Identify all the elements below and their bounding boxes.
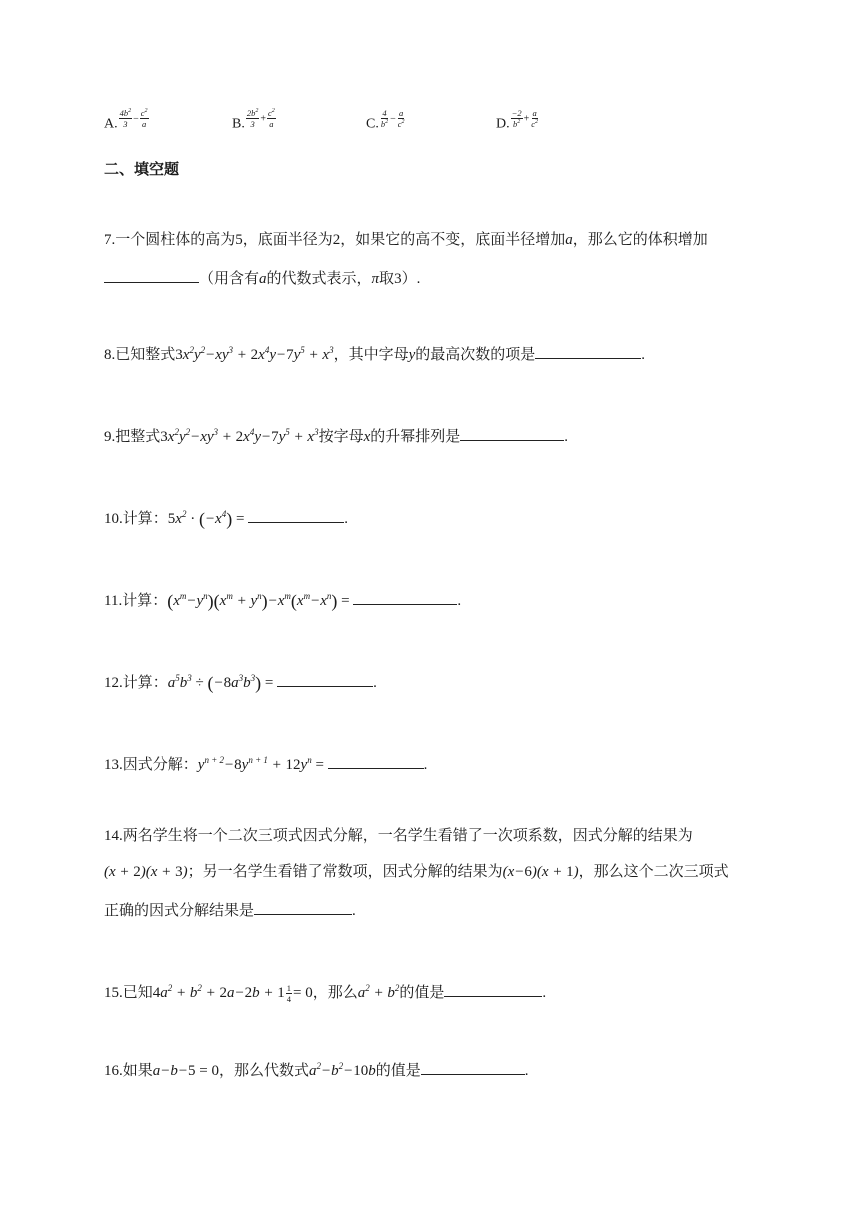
math-expression: $3x^2y^2-xy^3 + 2x^4y-7y^5 + x^3$ <box>160 427 319 445</box>
answer-blank[interactable] <box>460 426 564 441</box>
question-16: 16.如果a−b−5 = 0，那么代数式$a^2-b^2-10b$的值是 . <box>104 1061 529 1079</box>
question-8: 8.已知整式$3x^2y^2-xy^3 + 2x^4y-7y^5 + x^3$，其中字母y的最高次数的项是 . <box>104 345 646 363</box>
question-7-line-1: 7.一个圆柱体的高为5，底面半径为2，如果它的高不变，底面半径增加a，那么它的体积增加 <box>104 232 708 248</box>
question-11: 11.计算：$(x^m-y^n)(x^m + y^n)-x^m(x^m-x^n)$ = . <box>104 591 462 611</box>
fraction: $\frac{4}{b^2}$ <box>380 108 389 129</box>
math-expression: $a^5b^3 \div (-8a^3b^3)$ = <box>167 673 274 693</box>
answer-blank[interactable] <box>535 344 641 359</box>
question-14-line-2: (x + 2)(x + 3)；另一名学生看错了常数项，因式分解的结果为(x−6)(x + 1)，那么这个二次三项式 <box>104 864 729 880</box>
answer-blank[interactable] <box>277 672 373 687</box>
answer-blank[interactable] <box>444 982 542 997</box>
fraction: $\frac{a}{c^2}$ <box>397 108 405 129</box>
math-expression: $y^{n + 2}-8y^{n + 1} + 12y^n$ = <box>197 755 324 773</box>
question-12: 12.计算：$a^5b^3 \div (-8a^3b^3)$ = . <box>104 673 377 693</box>
math-expression: $(x^m-y^n)(x^m + y^n)-x^m(x^m-x^n)$ = <box>167 591 350 611</box>
answer-blank[interactable] <box>104 268 199 283</box>
question-14-line-1: 14.两名学生将一个二次三项式因式分解，一名学生看错了一次项系数，因式分解的结果为 <box>104 828 693 844</box>
answer-blank[interactable] <box>353 590 457 605</box>
question-9: 9.把整式$3x^2y^2-xy^3 + 2x^4y-7y^5 + x^3$按字母x的升幂排列是 . <box>104 427 569 445</box>
math-expression: $5x^2 \cdot (-x^4)$ = <box>167 509 245 529</box>
answer-blank[interactable] <box>328 754 424 769</box>
question-15: 15.已知$4a^2 + b^2 + 2a-2b + 1$ $\frac{1}{4}$ = 0，那么$a^2 + b^2$的值是 . <box>104 983 547 1005</box>
math-expression: $a^2 + b^2$ <box>357 983 400 1001</box>
math-expression: (x + 2)(x + 3) <box>104 864 188 880</box>
question-7-line-2: （用含有a的代数式表示，π取3）. <box>104 268 420 289</box>
answer-blank[interactable] <box>254 900 352 915</box>
option-d: D. $\frac{-2}{b^2}$ + $\frac{a}{c^2}$ <box>496 108 539 132</box>
option-d-label: D. <box>496 116 510 132</box>
option-b-label: B. <box>232 116 245 132</box>
question-13: 13.因式分解：$y^{n + 2}-8y^{n + 1} + 12y^n$ = . <box>104 755 428 773</box>
fraction: $\frac{4b^2}{3}$ <box>119 108 132 129</box>
fraction: $\frac{c^2}{a}$ <box>267 108 275 129</box>
math-expression: a−b−5 = 0 <box>152 1063 219 1079</box>
question-14-line-3: 正确的因式分解结果是 . <box>104 900 356 921</box>
answer-blank[interactable] <box>421 1060 525 1075</box>
option-c: C. $\frac{4}{b^2}$ − $\frac{a}{c^2}$ <box>366 108 405 132</box>
answer-blank[interactable] <box>248 508 344 523</box>
section-heading: 二、填空题 <box>104 160 180 178</box>
math-expression: (x−6)(x + 1) <box>502 864 579 880</box>
fraction: $\frac{a}{c^2}$ <box>531 108 539 129</box>
fraction: $\frac{2b^2}{3}$ <box>246 108 259 129</box>
option-a: A. $\frac{4b^2}{3}$ − $\frac{c^2}{a}$ <box>104 108 148 132</box>
math-expression: $4a^2 + b^2 + 2a-2b + 1$ $\frac{1}{4}$ = 0 <box>152 983 313 1005</box>
math-expression: $3x^2y^2-xy^3 + 2x^4y-7y^5 + x^3$ <box>175 345 334 363</box>
math-expression: $a^2-b^2-10b$ <box>309 1061 376 1079</box>
option-a-label: A. <box>104 116 118 132</box>
option-b: B. $\frac{2b^2}{3}$ + $\frac{c^2}{a}$ <box>232 108 275 132</box>
fraction: $\frac{c^2}{a}$ <box>140 108 148 129</box>
option-c-label: C. <box>366 116 379 132</box>
question-10: 10.计算：$5x^2 \cdot (-x^4)$ = . <box>104 509 348 529</box>
fraction: $\frac{-2}{b^2}$ <box>511 108 522 129</box>
